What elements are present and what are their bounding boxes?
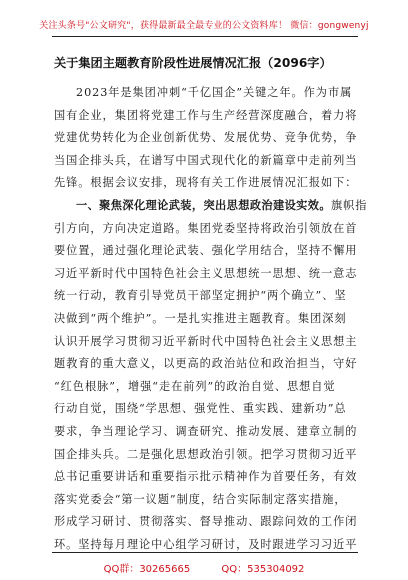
document-body xyxy=(54,82,368,556)
footer-divider xyxy=(52,552,358,553)
body-line: 总书记重要讲话和重要指示批示精神作为首要任务，有效 xyxy=(54,470,358,484)
section-heading-line xyxy=(54,195,368,218)
footer-qq-group: QQ群：30265665 xyxy=(103,564,191,575)
header-note: 关注头条号"公文研究"，获得最新最全最专业的公文资料库！ 微信：gongwenyj xyxy=(39,21,369,31)
document-title: 关于集团主题教育阶段性进展情况汇报（2096字） xyxy=(54,56,332,70)
body-line: 引方向，方向决定道路。集团党委坚持将政治引领放在首 xyxy=(54,221,358,235)
body-line: 党建优势转化为企业创新优势、发展优势、竞争优势，争 xyxy=(54,131,358,145)
section-heading: 一、聚焦深化理论武装，突出思想政治建设实效。 xyxy=(76,198,331,212)
footer-contacts xyxy=(0,560,408,575)
body-line: 当国企排头兵，在谱写中国式现代化的新篇章中走前列当 xyxy=(54,153,358,167)
body-line: 国有企业，集团将党建工作与生产经营深度融合，着力将 xyxy=(54,108,358,122)
section-heading-tail: 旗帜指 xyxy=(330,198,368,212)
body-line: 形成学习研讨、贯彻落实、督导推动、跟踪问效的工作闭 xyxy=(54,515,358,529)
body-line: “红色根脉”，增强“走在前列”的政治自觉、思想自觉 xyxy=(54,379,336,393)
body-line: 认识开展学习贯彻习近平新时代中国特色社会主义思想主 xyxy=(54,334,358,348)
footer-qq: QQ：535304092 xyxy=(221,564,305,575)
body-line: 要求，争当理论学习、调查研究、推动发展、建章立制的 xyxy=(54,424,358,438)
body-line: 统一行动，教育引导党员干部坚定拥护“两个确立”、坚 xyxy=(54,289,347,303)
body-line: 环。坚持每月理论中心组学习研讨，及时跟进学习习近平 xyxy=(54,537,358,551)
header-divider xyxy=(52,36,358,37)
body-line: 习近平新时代中国特色社会主义思想统一思想、统一意志 xyxy=(54,266,358,280)
body-line: 先锋。根据会议安排，现将有关工作进展情况汇报如下： xyxy=(54,176,358,190)
body-line: 行动自觉，围绕“学思想、强党性、重实践、建新功”总 xyxy=(54,402,347,416)
body-line: 要位置，通过强化理论武装、强化学用结合，坚持不懈用 xyxy=(54,244,358,258)
body-line: 题教育的重大意义，以更高的政治站位和政治担当，守好 xyxy=(54,357,358,371)
body-line: 落实党委会“第一议题”制度，结合实际制定落实措施， xyxy=(54,492,347,506)
body-line: 决做到“两个维护”。一是扎实推进主题教育。集团深刻 xyxy=(54,311,347,325)
body-line: 2023年是集团冲刺“千亿国企”关键之年。作为市属 xyxy=(76,86,353,99)
body-line: 国企排头兵。二是强化思想政治引领。把学习贯彻习近平 xyxy=(54,447,358,461)
